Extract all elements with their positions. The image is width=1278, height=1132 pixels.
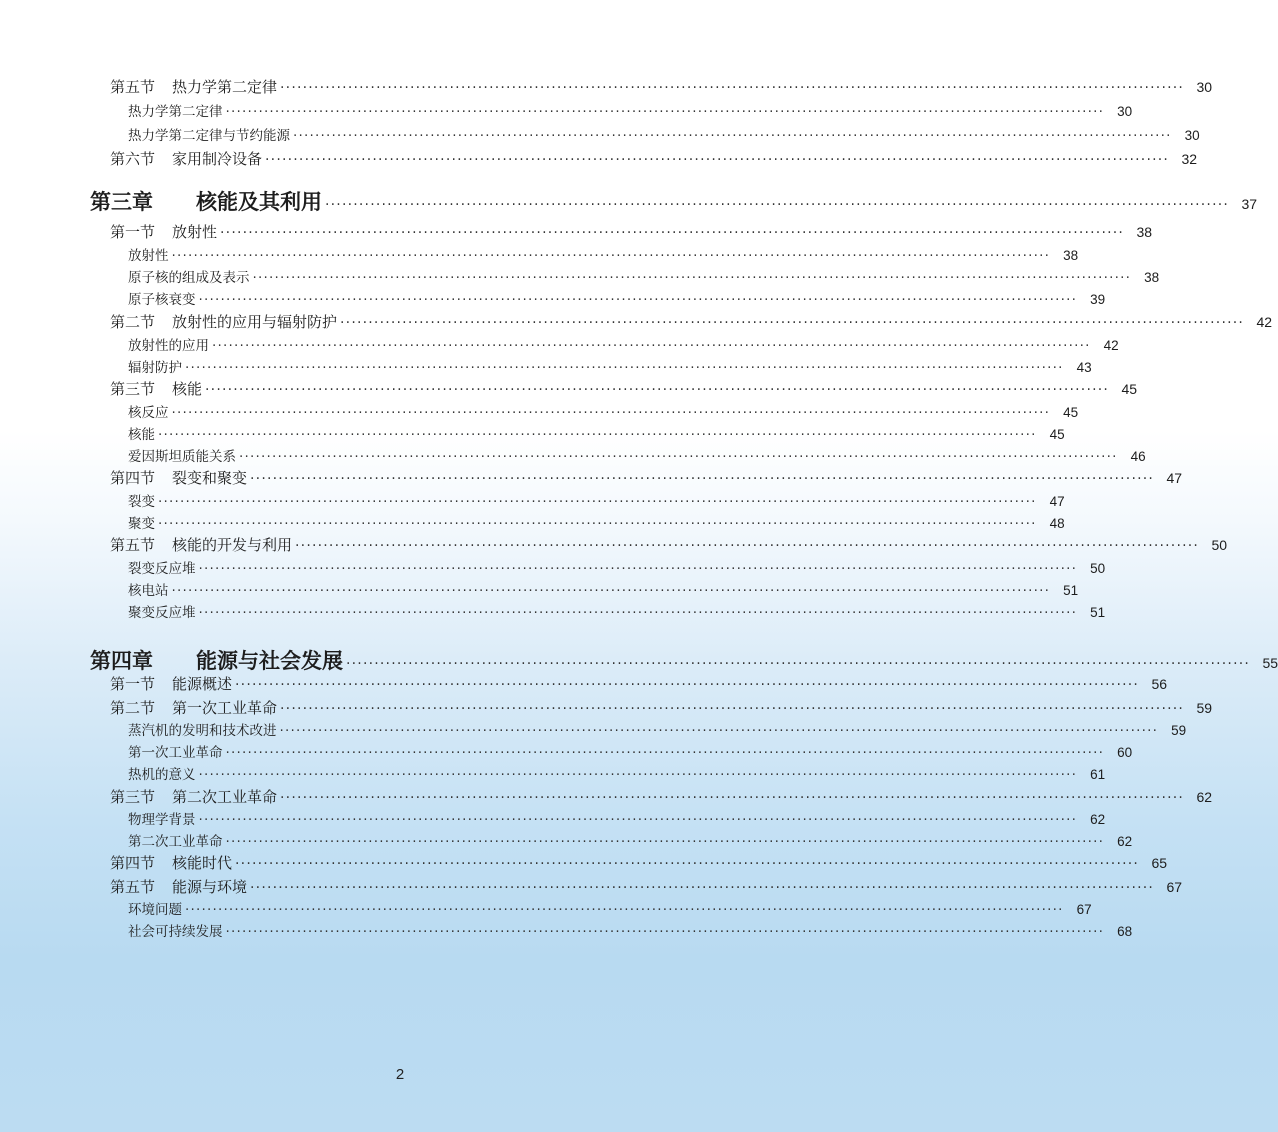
toc-entry-title: 第二次工业革命: [172, 788, 278, 806]
toc-subsection-entry: [128, 601, 1106, 621]
toc-entry-page: 38: [1144, 270, 1160, 285]
toc-entry-title: 热力学第二定律与节约能源: [128, 128, 290, 144]
toc-entry-heading: [128, 557, 196, 577]
dot-leader: ································································································································································: [293, 128, 1172, 144]
toc-entry-page: 47: [1166, 470, 1183, 486]
toc-entry-heading: [128, 719, 277, 739]
toc-entry-title: 核电站: [128, 583, 169, 599]
toc-entry-label: 第三节: [110, 380, 156, 398]
toc-entry-heading: [128, 763, 196, 783]
toc-entry-heading: [128, 334, 209, 354]
toc-entry-label: 第一节: [110, 223, 156, 241]
toc-entry-title: 核能的开发与利用: [172, 536, 293, 554]
toc-entry-title: 核能: [172, 380, 203, 398]
toc-entry-page: 45: [1121, 381, 1138, 397]
toc-entry-heading: [110, 534, 292, 555]
toc-entry-heading: [110, 467, 247, 488]
dot-leader: ································································································································································: [220, 225, 1125, 241]
toc-subsection-entry: [128, 445, 1146, 465]
dot-leader: ································································································································································: [239, 449, 1118, 465]
dot-leader: ································································································································································: [250, 880, 1155, 896]
toc-entry-page: 43: [1076, 360, 1092, 375]
toc-section-entry: [110, 378, 1138, 399]
toc-entry-heading: [90, 645, 343, 675]
toc-entry-page: 38: [1136, 224, 1153, 240]
dot-leader: ································································································································································: [325, 197, 1230, 213]
toc-entry-title: 原子核衰变: [128, 292, 196, 308]
toc-entry-heading: [128, 920, 223, 940]
toc-entry-heading: [128, 445, 236, 465]
toc-subsection-entry: [128, 579, 1079, 599]
toc-entry-label: 第三章: [90, 190, 153, 214]
toc-entry-label: 第四节: [110, 854, 156, 872]
toc-entry-title: 热力学第二定律: [128, 104, 223, 120]
dot-leader: ································································································································································: [205, 382, 1110, 398]
toc-entry-page: 47: [1049, 494, 1065, 509]
toc-subsection-entry: [128, 763, 1106, 783]
toc-entry-label: 第五节: [110, 78, 156, 96]
dot-leader: ································································································································································: [295, 538, 1200, 554]
toc-entry-page: 62: [1117, 834, 1133, 849]
toc-section-entry: [110, 311, 1273, 332]
dot-leader: ································································································································································: [198, 605, 1078, 621]
dot-leader: ································································································································································: [250, 471, 1155, 487]
toc-entry-page: 65: [1151, 855, 1168, 871]
dot-leader: ································································································································································: [158, 516, 1037, 532]
toc-section-entry: [110, 148, 1198, 169]
toc-subsection-entry: [128, 334, 1119, 354]
toc-chapter-entry: [90, 186, 1258, 216]
toc-subsection-entry: [128, 830, 1133, 850]
toc-entry-page: 59: [1171, 723, 1187, 738]
toc-entry-title: 能源概述: [172, 675, 233, 693]
toc-entry-page: 48: [1049, 516, 1065, 531]
toc-entry-title: 核能及其利用: [196, 190, 322, 214]
dot-leader: ································································································································································: [280, 701, 1185, 717]
toc-entry-heading: [110, 378, 202, 399]
toc-entry-label: 第六节: [110, 150, 156, 168]
toc-subsection-entry: [128, 401, 1079, 421]
toc-section-entry: [110, 221, 1153, 242]
toc-entry-heading: [110, 786, 277, 807]
toc-entry-title: 热力学第二定律: [172, 78, 278, 96]
toc-section-entry: [110, 673, 1168, 694]
dot-leader: ································································································································································: [340, 315, 1245, 331]
toc-entry-page: 62: [1090, 812, 1106, 827]
toc-entry-title: 第一次工业革命: [128, 745, 223, 761]
toc-entry-heading: [110, 852, 232, 873]
dot-leader: ································································································································································: [158, 494, 1037, 510]
toc-entry-heading: [110, 876, 247, 897]
toc-entry-page: 62: [1196, 789, 1213, 805]
toc-entry-title: 核能时代: [172, 854, 233, 872]
toc-subsection-entry: [128, 490, 1065, 510]
toc-section-entry: [110, 852, 1168, 873]
toc-entry-heading: [128, 808, 196, 828]
toc-entry-label: 第三节: [110, 788, 156, 806]
toc-entry-page: 56: [1151, 676, 1168, 692]
toc-entry-heading: [128, 579, 169, 599]
toc-entry-page: 67: [1076, 902, 1092, 917]
dot-leader: ································································································································································: [225, 745, 1105, 761]
toc-subsection-entry: [128, 741, 1133, 761]
toc-entry-heading: [90, 186, 322, 216]
dot-leader: ································································································································································: [198, 292, 1078, 308]
toc-entry-page: 59: [1196, 700, 1213, 716]
toc-section-entry: [110, 467, 1183, 488]
toc-entry-title: 爱因斯坦质能关系: [128, 449, 236, 465]
toc-entry-page: 50: [1090, 561, 1106, 576]
toc-entry-title: 裂变和聚变: [172, 469, 248, 487]
toc-subsection-entry: [128, 808, 1106, 828]
toc-entry-title: 放射性的应用与辐射防护: [172, 313, 338, 331]
toc-subsection-entry: [128, 100, 1133, 120]
toc-entry-title: 第二次工业革命: [128, 834, 223, 850]
toc-entry-page: 37: [1241, 196, 1258, 212]
toc-entry-page: 50: [1211, 537, 1228, 553]
toc-section-entry: [110, 534, 1228, 555]
toc-entry-label: 第五节: [110, 536, 156, 554]
dot-leader: ································································································································································: [280, 80, 1185, 96]
dot-leader: ································································································································································: [198, 561, 1078, 577]
toc-entry-heading: [110, 311, 337, 332]
toc-entry-page: 61: [1090, 767, 1106, 782]
toc-entry-heading: [110, 148, 262, 169]
toc-entry-title: 蒸汽机的发明和技术改进: [128, 723, 277, 739]
toc-entry-page: 30: [1196, 79, 1213, 95]
toc-subsection-entry: [128, 920, 1133, 940]
toc-entry-page: 46: [1130, 449, 1146, 464]
dot-leader: ································································································································································: [225, 104, 1105, 120]
toc-entry-page: 51: [1090, 605, 1106, 620]
toc-entry-page: 39: [1090, 292, 1106, 307]
dot-leader: ································································································································································: [346, 656, 1251, 672]
toc-entry-heading: [128, 490, 155, 510]
toc-subsection-entry: [128, 512, 1065, 532]
toc-entry-label: 第二节: [110, 699, 156, 717]
toc-entry-heading: [128, 741, 223, 761]
toc-section-entry: [110, 876, 1183, 897]
toc-entry-page: 45: [1049, 427, 1065, 442]
toc-entry-heading: [128, 423, 155, 443]
toc-entry-heading: [110, 673, 232, 694]
toc-entry-title: 原子核的组成及表示: [128, 270, 250, 286]
toc-subsection-entry: [128, 557, 1106, 577]
toc-entry-label: 第四节: [110, 469, 156, 487]
toc-entry-label: 第二节: [110, 313, 156, 331]
toc-entry-page: 55: [1262, 655, 1278, 671]
toc-section-entry: [110, 786, 1213, 807]
toc-entry-title: 放射性: [172, 223, 218, 241]
toc-entry-title: 第一次工业革命: [172, 699, 278, 717]
toc-entry-heading: [128, 288, 196, 308]
toc-entry-title: 裂变反应堆: [128, 561, 196, 577]
toc-subsection-entry: [128, 356, 1092, 376]
toc-entry-title: 家用制冷设备: [172, 150, 263, 168]
toc-entry-page: 68: [1117, 924, 1133, 939]
toc-entry-heading: [128, 356, 182, 376]
toc-entry-page: 67: [1166, 879, 1183, 895]
toc-entry-title: 核能: [128, 427, 155, 443]
toc-entry-heading: [128, 830, 223, 850]
toc-subsection-entry: [128, 423, 1065, 443]
toc-entry-label: 第五节: [110, 878, 156, 896]
toc-entry-title: 聚变: [128, 516, 155, 532]
toc-subsection-entry: [128, 898, 1092, 918]
dot-leader: ································································································································································: [265, 152, 1170, 168]
toc-entry-title: 环境问题: [128, 902, 182, 918]
toc-entry-title: 裂变: [128, 494, 155, 510]
toc-entry-title: 能源与环境: [172, 878, 248, 896]
toc-entry-title: 放射性的应用: [128, 338, 209, 354]
toc-section-entry: [110, 697, 1213, 718]
dot-leader: ································································································································································: [198, 767, 1078, 783]
toc-entry-heading: [128, 100, 223, 120]
toc-section-entry: [110, 76, 1213, 97]
toc-entry-page: 30: [1117, 104, 1133, 119]
toc-entry-heading: [128, 244, 169, 264]
dot-leader: ································································································································································: [212, 338, 1091, 354]
page-number: 2: [395, 1066, 405, 1083]
toc-entry-title: 社会可持续发展: [128, 924, 223, 940]
dot-leader: ································································································································································: [280, 790, 1185, 806]
toc-entry-heading: [128, 124, 290, 144]
dot-leader: ································································································································································: [235, 856, 1140, 872]
toc-entry-heading: [128, 266, 250, 286]
toc-entry-page: 30: [1184, 128, 1200, 143]
toc-entry-title: 核反应: [128, 405, 169, 421]
dot-leader: ································································································································································: [185, 902, 1064, 918]
toc-entry-heading: [128, 401, 169, 421]
dot-leader: ································································································································································: [185, 360, 1064, 376]
dot-leader: ································································································································································: [252, 270, 1132, 286]
toc-entry-title: 能源与社会发展: [196, 649, 343, 673]
toc-entry-page: 60: [1117, 745, 1133, 760]
toc-entry-page: 32: [1181, 151, 1198, 167]
toc-entry-page: 42: [1256, 314, 1273, 330]
dot-leader: ································································································································································: [225, 834, 1105, 850]
toc-entry-title: 物理学背景: [128, 812, 196, 828]
dot-leader: ································································································································································: [171, 583, 1051, 599]
dot-leader: ································································································································································: [171, 405, 1051, 421]
toc-entry-heading: [110, 221, 217, 242]
toc-chapter-entry: [90, 645, 1278, 675]
dot-leader: ································································································································································: [235, 677, 1140, 693]
dot-leader: ································································································································································: [279, 723, 1159, 739]
dot-leader: ································································································································································: [171, 248, 1051, 264]
toc-entry-heading: [128, 512, 155, 532]
toc-subsection-entry: [128, 124, 1200, 144]
toc-entry-page: 42: [1103, 338, 1119, 353]
toc-entry-heading: [110, 76, 277, 97]
toc-entry-page: 51: [1063, 583, 1079, 598]
toc-entry-heading: [110, 697, 277, 718]
toc-entry-title: 放射性: [128, 248, 169, 264]
toc-entry-heading: [128, 601, 196, 621]
toc-entry-page: 45: [1063, 405, 1079, 420]
toc-entry-heading: [128, 898, 182, 918]
dot-leader: ································································································································································: [198, 812, 1078, 828]
toc-subsection-entry: [128, 719, 1187, 739]
toc-subsection-entry: [128, 266, 1160, 286]
dot-leader: ································································································································································: [158, 427, 1037, 443]
toc-subsection-entry: [128, 244, 1079, 264]
toc-entry-label: 第四章: [90, 649, 153, 673]
dot-leader: ································································································································································: [225, 924, 1105, 940]
toc-entry-label: 第一节: [110, 675, 156, 693]
toc-entry-title: 聚变反应堆: [128, 605, 196, 621]
toc-subsection-entry: [128, 288, 1106, 308]
toc-entry-title: 辐射防护: [128, 360, 182, 376]
toc-entry-title: 热机的意义: [128, 767, 196, 783]
toc-entry-page: 38: [1063, 248, 1079, 263]
